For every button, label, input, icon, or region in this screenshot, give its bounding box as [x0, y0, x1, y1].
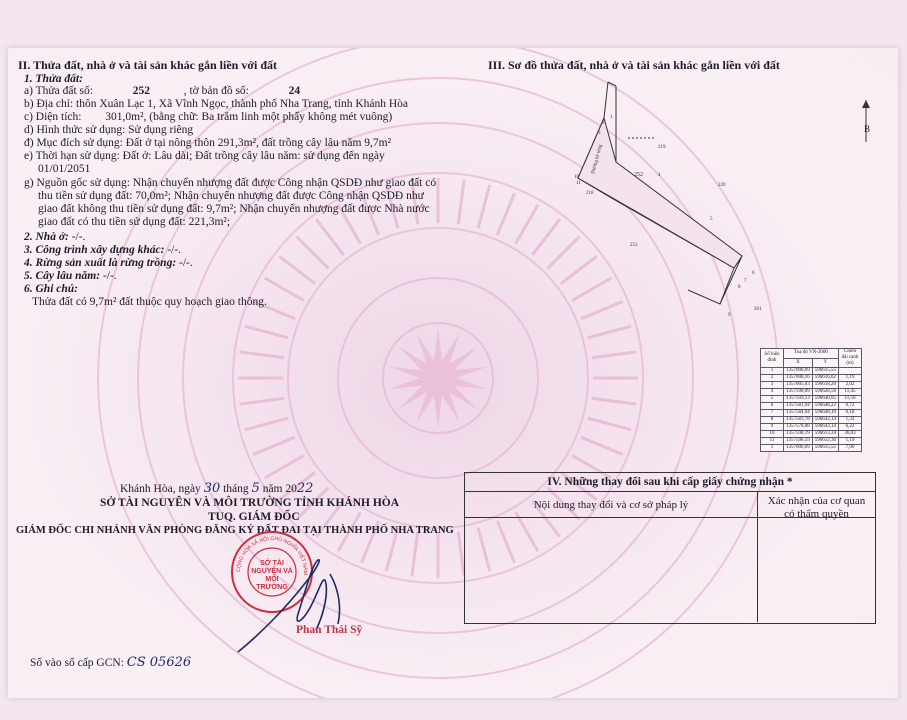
usage-term-line [24, 149, 385, 163]
coord-y: 596612,36 [812, 438, 838, 445]
coord-x: 1357598,59 [784, 438, 813, 445]
neighbor-253: 253 [630, 243, 638, 248]
area-line [24, 110, 392, 124]
other-construction-line [24, 243, 181, 257]
drum-ray [478, 185, 490, 228]
area-label: c) Diện tích: [24, 111, 82, 123]
coord-x: 1357005,03 [784, 382, 813, 389]
point-4: 4 [658, 173, 661, 178]
coord-length: 11,45 [839, 389, 862, 396]
coord-length: 36,03 [839, 431, 862, 438]
changes-confirm-column [758, 492, 875, 622]
usage-form-value: Sử dụng riêng [128, 124, 194, 136]
usage-purpose-line [24, 136, 391, 150]
date-month-label: tháng [223, 483, 249, 495]
origin-line-4: giao đất có thu tiền sử dụng đất: 221,3m²; [38, 216, 231, 228]
coord-x: 1357008,69 [784, 368, 813, 375]
address-line: b) Địa chỉ: thôn Xuân Lạc 1, Xã Vĩnh Ngọc, thành phố Nha Trang, tỉnh Khánh Hòa [24, 98, 409, 110]
neighbor-261: 261 [754, 307, 762, 312]
coord-y: 596613,34 [812, 431, 838, 438]
coord-point: 10 [761, 431, 784, 438]
coord-point: 7 [761, 410, 784, 417]
stamp-center-text: SỞ TÀI NGUYÊN VÀ MÔI TRƯỜNG [251, 560, 293, 591]
drum-ray [581, 437, 623, 454]
point-10: 10 [574, 175, 579, 180]
coord-length: 1,19 [839, 438, 862, 445]
drum-ray [297, 237, 329, 269]
org-line-3: GIÁM ĐỐC CHI NHÁNH VĂN PHÒNG ĐĂNG KÝ ĐẤT ĐAI TẠI THÀNH PHỐ NHA TRANG [16, 525, 454, 536]
usage-purpose-value: Đất ở tại nông thôn 291,3m², đất trồng cây lâu năm 9,7m² [125, 137, 392, 149]
house-line [24, 230, 85, 244]
drum-ray [316, 219, 343, 255]
origin-line-2: thu tiền sử dụng đất: 70,0m²; Nhận chuyển nhượng đất được Công nhận QSDĐ như [38, 190, 424, 202]
changes-title [465, 473, 875, 492]
coord-x: 1357606,69 [784, 445, 813, 452]
point-7: 7 [744, 279, 747, 284]
gcn-number: CS 05626 [126, 655, 192, 670]
drum-ray [592, 352, 637, 358]
date-line [120, 482, 313, 496]
coord-x: 1357581,94 [784, 403, 813, 410]
certificate-page [8, 48, 898, 698]
coord-header-length: Chiều dài cạnh (m) [839, 349, 862, 368]
parcel-line [24, 84, 300, 98]
coord-point: 11 [761, 438, 784, 445]
coordinate-table [760, 348, 862, 452]
coord-point: 8 [761, 417, 784, 424]
drum-star [389, 328, 486, 428]
drum-ray [516, 205, 539, 244]
coord-length: 7,96 [839, 445, 862, 452]
coord-length: 2,02 [839, 382, 862, 389]
org-line-1: SỞ TÀI NGUYÊN VÀ MÔI TRƯỜNG TỈNH KHÁNH HÒA [100, 497, 400, 509]
coord-row [761, 389, 862, 396]
gcn-line [30, 656, 191, 670]
coord-y: 596642,14 [812, 417, 838, 424]
coord-point: 1 [761, 368, 784, 375]
coord-point: 9 [761, 424, 784, 431]
point-9: 9 [728, 313, 731, 318]
drum-ray [497, 193, 514, 235]
usage-purpose-label: đ) Mục đích sử dụng: [24, 137, 123, 149]
origin-line-3: giao đất không thu tiền sử dụng đất: 9,7m²; Nhận chuyển nhượng đất được Nhà nước [38, 203, 430, 215]
road-label: Đường bê tông [591, 144, 604, 175]
signer-name: Phan Thái Sỹ [296, 624, 363, 636]
coord-header-point: Số hiệu đỉnh [761, 349, 784, 368]
drum-ray [240, 398, 285, 404]
coord-length: 6,22 [839, 424, 862, 431]
coord-x: 1357598,19 [784, 431, 813, 438]
stamp-ring-text: CỘNG HÒA XÃ HỘI CHỦ NGHĨA VIỆT NAM [235, 535, 309, 576]
usage-term-date: 01/01/2051 [38, 163, 91, 175]
point-8: 8 [738, 285, 741, 290]
map-sheet-number: 24 [288, 85, 301, 97]
note-text: Thửa đất có 9,7m² đất thuộc quy hoạch giao thông. [32, 296, 267, 308]
coord-header-y: Y [812, 358, 838, 368]
section-3-title: III. Sơ đồ thửa đất, nhà ở và tài sản khác gắn liền với đất [488, 58, 780, 72]
drum-ray [458, 180, 464, 225]
point-2: 2 [602, 121, 605, 126]
coord-y: 596648,22 [812, 403, 838, 410]
date-year: 22 [296, 481, 314, 496]
coord-y: 596618,20 [812, 382, 838, 389]
coord-y: 596615,55 [812, 368, 838, 375]
forest-line [24, 256, 193, 270]
date-day: 30 [203, 481, 221, 496]
coord-y: 596648,10 [812, 410, 838, 417]
coord-length: 1,19 [839, 375, 862, 382]
drum-ray [279, 256, 315, 283]
coord-y: 596643,14 [812, 424, 838, 431]
coord-row [761, 417, 862, 424]
coord-point: 1 [761, 445, 784, 452]
forest-value: -/-. [179, 257, 193, 269]
coord-length [839, 368, 862, 375]
drum-ray [240, 352, 285, 358]
parcel-label: a) Thửa đất số: [24, 85, 93, 97]
coord-x: 1357584,04 [784, 410, 813, 417]
coord-length: 0,72 [839, 403, 862, 410]
section-2-title: II. Thửa đất, nhà ở và tài sản khác gắn liền với đất [18, 58, 278, 72]
usage-term-value: Đất ở: Lâu dài; Đất trồng cây lâu năm: sử dụng đến ngày [122, 150, 385, 162]
neighbor-220: 220 [718, 183, 726, 188]
coord-x: 1357583,78 [784, 417, 813, 424]
drum-ray [245, 418, 288, 430]
org-line-2: TUQ. GIÁM ĐỐC [208, 511, 300, 523]
item-1-label: 1. Thửa đất: [24, 73, 83, 85]
usage-form-line [24, 123, 193, 137]
coord-point: 3 [761, 382, 784, 389]
drum-ray [412, 532, 418, 577]
coord-row [761, 382, 862, 389]
changes-table [464, 472, 876, 624]
coord-row [761, 368, 862, 375]
coord-header-vn2000: Toạ độ VN-2000 [784, 349, 839, 359]
coord-point: 4 [761, 389, 784, 396]
origin-line-1: g) Nguồn gốc sử dụng: Nhận chuyển nhượng đất được Công nhận QSDĐ như giao đất có [24, 177, 437, 189]
section-4-title: IV. Những thay đổi sau khi cấp giấy chứng nhận [547, 476, 785, 488]
drum-ray [265, 456, 304, 479]
parcel-map [538, 78, 788, 338]
coord-y: 596616,62 [812, 375, 838, 382]
parcel-number: 252 [132, 85, 150, 97]
coord-y: 596615,55 [812, 445, 838, 452]
changes-confirm-header [758, 492, 875, 518]
coord-row [761, 410, 862, 417]
forest-label: 4. Rừng sản xuất là rừng trồng: [24, 257, 177, 269]
coord-point: 6 [761, 403, 784, 410]
coord-row [761, 375, 862, 382]
drum-ray [588, 418, 631, 430]
point-3: 3 [598, 131, 601, 136]
coord-length: 11,50 [839, 396, 862, 403]
gcn-label: Số vào sổ cấp GCN: [30, 657, 124, 669]
changes-content-column [465, 492, 758, 622]
coord-x: 1357598,09 [784, 389, 813, 396]
coord-x: 1357008,16 [784, 375, 813, 382]
handwritten-signature [220, 548, 363, 658]
point-6: 6 [752, 271, 755, 276]
coord-row [761, 445, 862, 452]
date-year-label: năm 20 [262, 483, 297, 495]
point-1: 1 [610, 115, 613, 120]
drum-ray [253, 437, 295, 454]
perennial-label: 5. Cây lâu năm: [24, 270, 101, 282]
usage-form-label: d) Hình thức sử dụng: [24, 124, 126, 136]
map-parcel-label: 252 [634, 172, 643, 178]
coord-point: 2 [761, 375, 784, 382]
north-arrow-icon [856, 98, 876, 144]
other-construction-value: -/-. [167, 244, 182, 256]
confirm-header-line-1: Xác nhận của cơ quan [767, 495, 866, 507]
date-month: 5 [251, 481, 260, 496]
coord-y: 596628,56 [812, 389, 838, 396]
neighbor-218: 218 [586, 191, 594, 196]
perennial-value: -/-. [102, 270, 117, 282]
coord-length: 1,33 [839, 417, 862, 424]
coord-x: 1357578,08 [784, 424, 813, 431]
coord-x: 1357593,13 [784, 396, 813, 403]
drum-ray [245, 326, 288, 338]
area-value: 301,0m², (bằng chữ: Ba trăm linh một phẩy không mét vuông) [105, 111, 393, 123]
drum-ray [265, 278, 304, 301]
house-label: 2. Nhà ở: [24, 231, 69, 243]
point-11: 11 [576, 181, 581, 186]
note-label: 6. Ghi chú: [24, 283, 78, 295]
coord-point: 5 [761, 396, 784, 403]
drum-ray [592, 398, 637, 404]
confirm-header-line-2: có thẩm quyền [784, 508, 849, 520]
coord-row [761, 438, 862, 445]
usage-term-label: e) Thời hạn sử dụng: [24, 150, 120, 162]
changes-content-header: Nội dung thay đổi và cơ sở pháp lý [465, 492, 757, 518]
title-star-icon: * [786, 476, 793, 488]
point-5: 5 [710, 217, 713, 222]
map-sheet-label: , tờ bản đồ số: [183, 85, 249, 97]
date-place: Khánh Hòa, ngày [120, 483, 201, 495]
coord-length: 0,18 [839, 410, 862, 417]
coord-row [761, 431, 862, 438]
other-construction-label: 3. Công trình xây dựng khác: [24, 244, 165, 256]
north-label: B [864, 124, 871, 134]
neighbor-219: 219 [658, 145, 666, 150]
coord-y: 596640,05 [812, 396, 838, 403]
coord-header-x: X [784, 358, 813, 368]
house-value: -/-. [71, 231, 86, 243]
coord-row [761, 403, 862, 410]
perennial-line [24, 269, 117, 283]
coord-row [761, 424, 862, 431]
coord-row [761, 396, 862, 403]
